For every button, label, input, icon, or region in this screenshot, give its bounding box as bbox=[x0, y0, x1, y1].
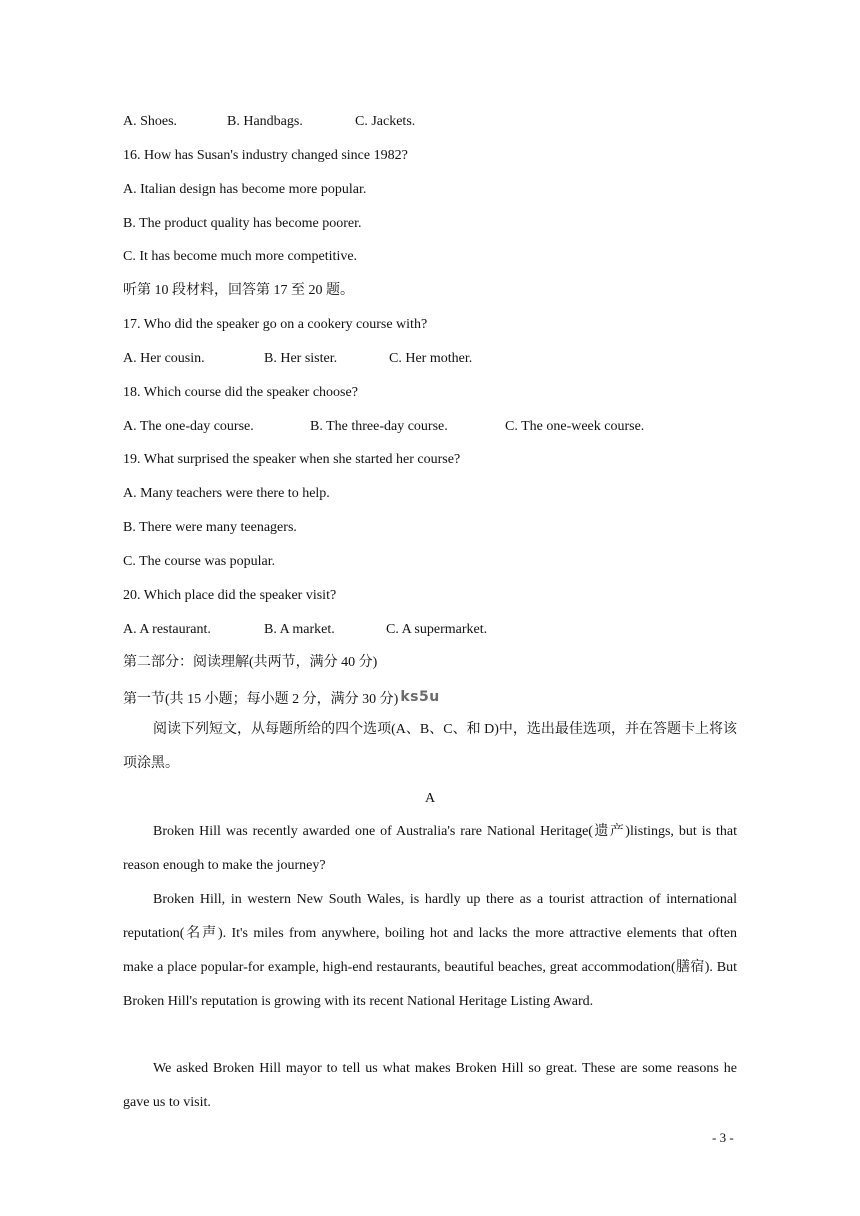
option-c: C. The one-week course. bbox=[505, 419, 645, 434]
question-20: 20. Which place did the speaker visit? bbox=[123, 588, 337, 603]
q16-option-c: C. It has become much more competitive. bbox=[123, 249, 358, 264]
q16-option-b: B. The product quality has become poorer. bbox=[123, 216, 362, 231]
part-2-heading: 第二部分：阅读理解(共两节，满分 40 分) bbox=[123, 655, 378, 670]
paragraph-3: We asked Broken Hill mayor to tell us what makes Broken Hill so great. These are some reasons he gave us to visit. bbox=[123, 1061, 737, 1110]
page-number: - 3 - bbox=[712, 1130, 734, 1145]
option-a: A. A restaurant. bbox=[123, 622, 211, 637]
q20-options bbox=[123, 621, 487, 639]
option-b: B. Handbags. bbox=[227, 114, 303, 129]
section-10-heading: 听第 10 段材料，回答第 17 至 20 题。 bbox=[123, 283, 354, 298]
option-c: C. Her mother. bbox=[389, 351, 473, 366]
ks5u-logo: ks5u bbox=[400, 689, 440, 705]
q16-option-a: A. Italian design has become more popular. bbox=[123, 182, 367, 197]
question-17: 17. Who did the speaker go on a cookery course with? bbox=[123, 317, 428, 332]
passage-label: A bbox=[424, 791, 436, 806]
question-19: 19. What surprised the speaker when she started her course? bbox=[123, 452, 461, 467]
section-1-text: 第一节(共 15 小题；每小题 2 分，满分 30 分) bbox=[123, 692, 399, 707]
paragraph-2: Broken Hill, in western New South Wales, is hardly up there as a tourist attraction of international reputation(名声). It's miles from anywhere, boiling hot and lacks the more attractive elements that often make a place popular-for example, high-end restaurants, beautiful beaches, great accommodation(膳宿). But Broken Hill's reputation is growing with its recent National Heritage Listing Award. bbox=[123, 892, 737, 1009]
paragraph-1: Broken Hill was recently awarded one of Australia's rare National Heritage(遗产)listings, but is that reason enough to make the journey? bbox=[123, 824, 737, 873]
q19-option-c: C. The course was popular. bbox=[123, 554, 276, 569]
option-a: A. Her cousin. bbox=[123, 351, 205, 366]
q18-options bbox=[123, 418, 644, 436]
q15-options bbox=[123, 113, 415, 131]
section-1-heading bbox=[123, 688, 440, 709]
option-b: B. Her sister. bbox=[264, 351, 338, 366]
q19-option-b: B. There were many teenagers. bbox=[123, 520, 297, 535]
option-a: A. Shoes. bbox=[123, 114, 178, 129]
instruction-paragraph: 阅读下列短文，从每题所给的四个选项(A、B、C、和 D)中，选出最佳选项，并在答题卡上将该项涂黑。 bbox=[123, 722, 737, 771]
q17-options bbox=[123, 350, 472, 368]
option-a: A. The one-day course. bbox=[123, 419, 254, 434]
option-c: C. A supermarket. bbox=[386, 622, 488, 637]
option-c: C. Jackets. bbox=[355, 114, 416, 129]
question-16: 16. How has Susan's industry changed since 1982? bbox=[123, 148, 408, 163]
option-b: B. A market. bbox=[264, 622, 335, 637]
option-b: B. The three-day course. bbox=[310, 419, 448, 434]
question-18: 18. Which course did the speaker choose? bbox=[123, 385, 358, 400]
q19-option-a: A. Many teachers were there to help. bbox=[123, 486, 330, 501]
